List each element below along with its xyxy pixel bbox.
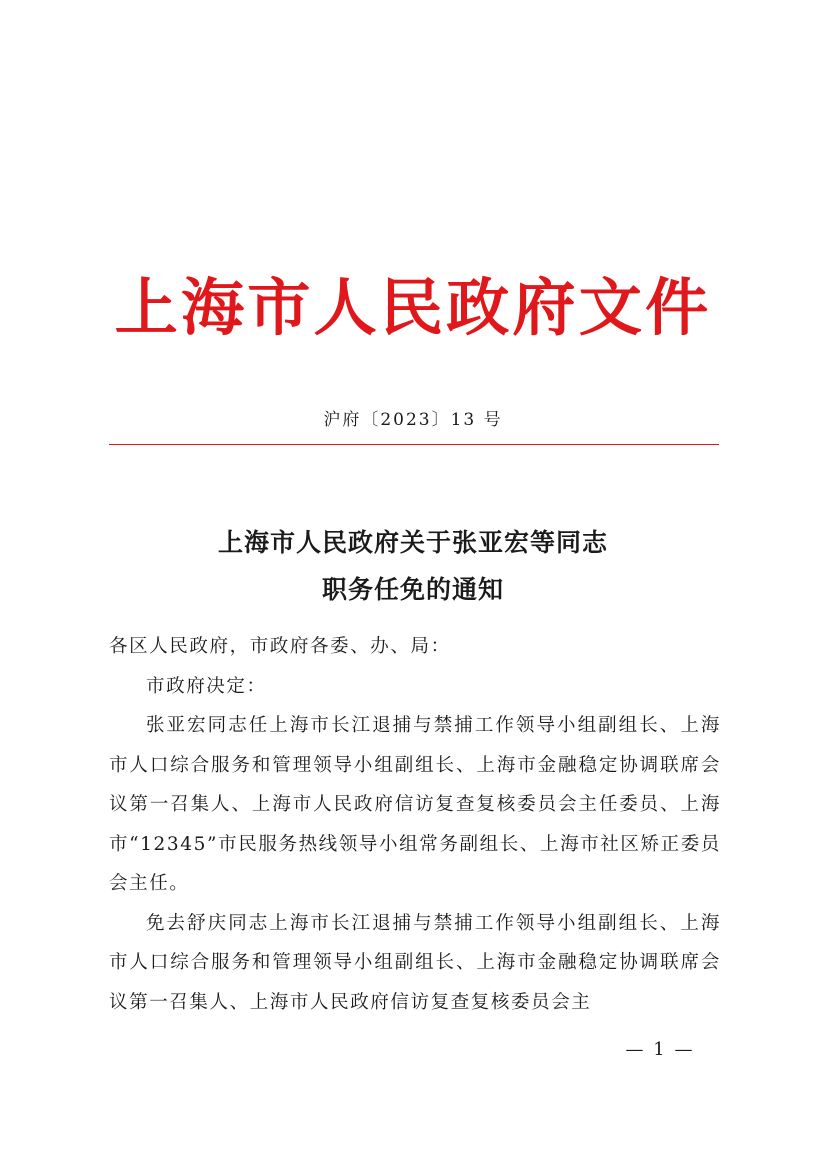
document-masthead: 上海市人民政府文件 — [114, 271, 712, 344]
paragraph-appointment: 张亚宏同志任上海市长江退捕与禁捕工作领导小组副组长、上海市人口综合服务和管理领导小组副组长、上海市金融稳定协调联席会议第一召集人、上海市人民政府信访复查复核委员会主任委员、上海市“12345”市民服务热线领导小组常务副组长、上海市社区矫正委员会主任。 — [109, 715, 721, 894]
paragraph-removal: 免去舒庆同志上海市长江退捕与禁捕工作领导小组副组长、上海市人口综合服务和管理领导小组副组长、上海市金融稳定协调联席会议第一召集人、上海市人民政府信访复查复核委员会主 — [109, 912, 721, 1013]
title-line-1: 上海市人民政府关于张亚宏等同志 — [217, 528, 608, 557]
salutation: 各区人民政府，市政府各委、办、局： — [109, 636, 451, 657]
document-number: 沪府〔2023〕13 号 — [323, 410, 503, 430]
document-body — [109, 627, 721, 1022]
page-number: — 1 — — [625, 1039, 695, 1060]
document-title — [0, 519, 826, 613]
red-divider-line — [109, 444, 719, 445]
title-line-2: 职务任免的通知 — [321, 575, 504, 604]
paragraph-decision: 市政府决定： — [146, 675, 267, 697]
